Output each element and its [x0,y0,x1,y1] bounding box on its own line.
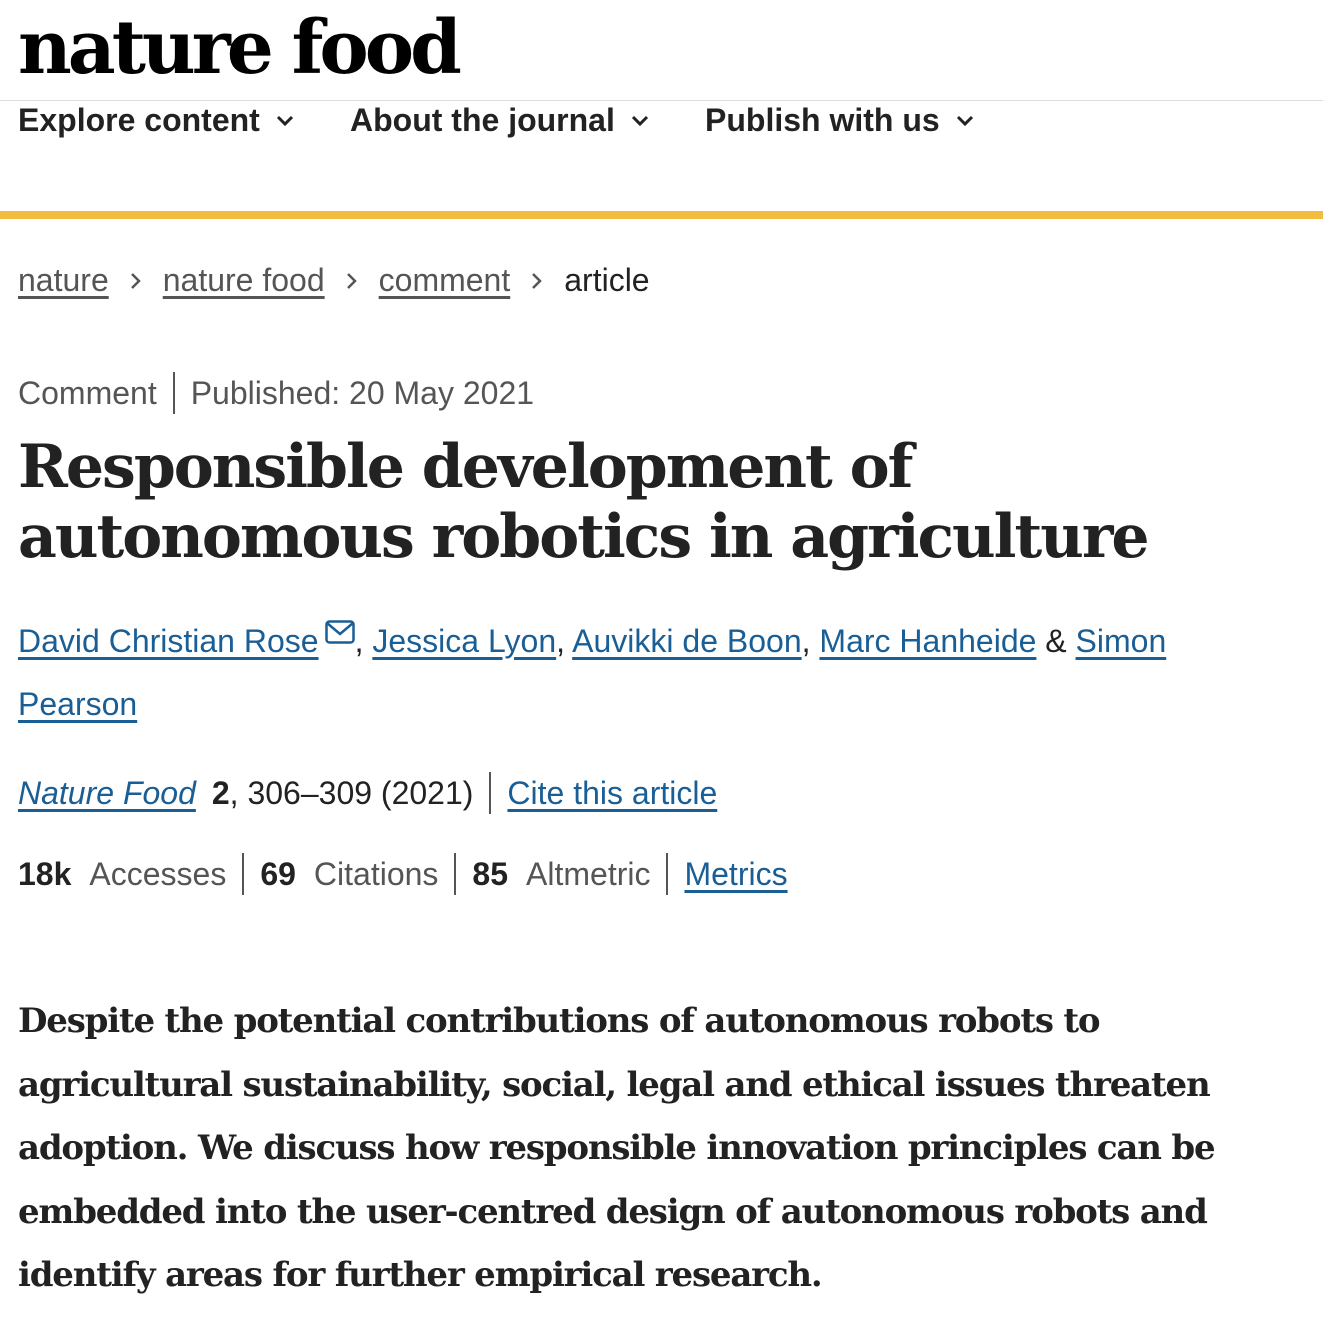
article-abstract: Despite the potential contributions of autonomous robots to agricultural sustainability, social, legal and ethical issues threaten adoption. We discuss how responsible innovation principles can be embedded into the user-centred design of autonomous robots and identify areas for further empirical research. [18,1001,1215,1295]
author-ampersand: & [1036,623,1076,659]
chevron-right-icon [109,262,163,299]
divider [242,853,244,895]
altmetric-label: Altmetric [526,855,651,892]
chevron-down-icon [629,110,651,132]
logo-bar [0,0,1323,101]
breadcrumb [18,262,650,299]
divider [666,853,668,895]
chevron-down-icon [274,110,296,132]
article-title: Responsible development of autonomous robotics in agriculture [18,432,1148,572]
citations-label: Citations [313,855,439,892]
article-type: Comment [18,374,157,411]
article-meta [18,372,534,414]
site-header [0,0,1323,219]
nav-about-the-journal-label: About the journal [350,102,615,138]
breadcrumb-link-nature-food[interactable]: nature food [162,262,325,298]
citation-line [18,772,717,814]
citations-count: 69 [260,855,296,892]
breadcrumb-current: article [564,262,650,298]
divider [454,853,456,895]
author-list [18,610,1268,736]
published-date: Published: 20 May 2021 [190,374,535,411]
mail-icon[interactable] [325,620,355,644]
accesses-count: 18k [18,855,72,892]
author-link[interactable]: Marc Hanheide [819,623,1037,659]
author-link[interactable]: David Christian Rose [18,623,319,659]
article-metrics [18,853,788,895]
accesses-label: Accesses [89,855,227,892]
author-separator: , [801,623,820,659]
volume: 2 [211,774,230,811]
main-nav [0,101,1323,219]
breadcrumb-link-comment[interactable]: comment [378,262,511,298]
nav-publish-with-us-label: Publish with us [705,102,940,138]
nav-explore-content[interactable] [18,102,296,139]
nav-explore-content-label: Explore content [18,102,260,138]
divider [173,372,175,414]
author-link[interactable]: Simon Pearson [18,623,1167,722]
chevron-right-icon [510,262,564,299]
nav-publish-with-us[interactable] [705,102,976,139]
divider [489,772,491,814]
altmetric-score: 85 [472,855,509,892]
author-separator: , [556,623,573,659]
author-link[interactable]: Auvikki de Boon [572,623,802,659]
chevron-down-icon [954,110,976,132]
journal-link[interactable]: Nature Food [18,774,196,811]
journal-logo[interactable]: nature food [18,5,458,91]
metrics-link[interactable]: Metrics [684,855,788,892]
breadcrumb-link-nature[interactable]: nature [18,262,109,298]
chevron-right-icon [325,262,379,299]
cite-this-article-link[interactable]: Cite this article [507,774,718,811]
author-separator: , [354,623,373,659]
pages-year: , 306–309 (2021) [229,774,474,811]
author-link[interactable]: Jessica Lyon [372,623,557,659]
nav-about-the-journal[interactable] [350,102,651,139]
